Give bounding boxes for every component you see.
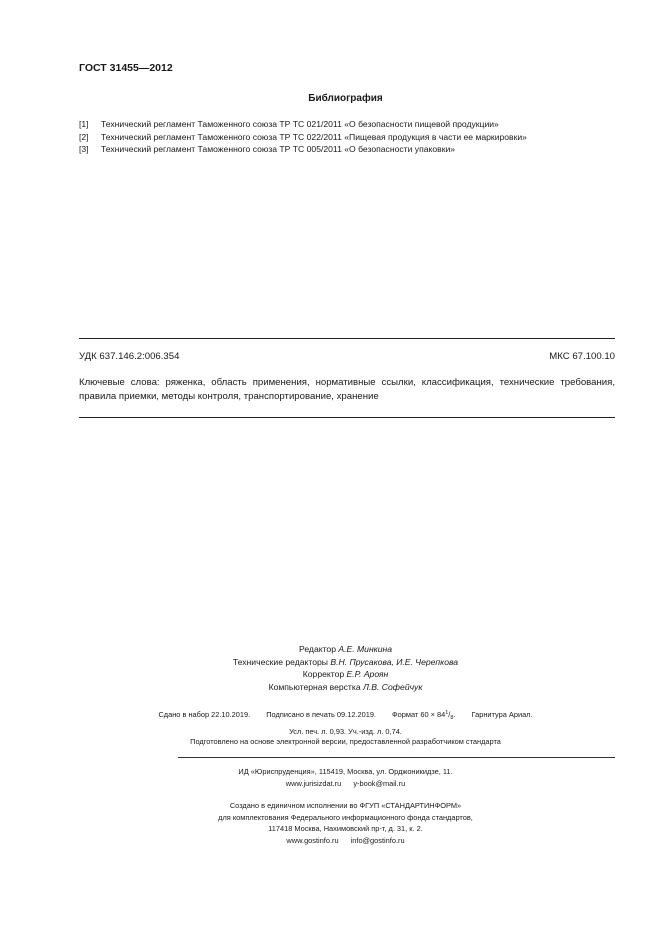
publisher-contacts: [30, 778, 661, 790]
created-line-2: для комплектования Федерального информационного фонда стандартов,: [218, 812, 473, 822]
bibliography-item-text: Технический регламент Таможенного союза ТР ТС 022/2011 «Пищевая продукция в части ее маркировки»: [101, 131, 527, 142]
bibliography-item: [79, 143, 527, 156]
bibliography-item-text: Технический регламент Таможенного союза ТР ТС 021/2011 «О безопасности пищевой продукции»: [101, 119, 499, 129]
prepared-note: Подготовлено на основе электронной версии, предоставленной разработчиком стандарта: [190, 737, 501, 746]
created-line-3: 117418 Москва, Нахимовский пр-т, д. 31, к. 2.: [268, 824, 423, 833]
corrector-line: [30, 668, 661, 681]
edit-sheets: Уч.-изд. л. 0,74.: [348, 727, 402, 736]
imprint-spacer: [30, 789, 661, 800]
layout-label: Компьютерная верстка: [268, 681, 361, 692]
imprint-rule: [178, 757, 615, 758]
layout-line: [30, 681, 661, 694]
publisher-address: ИД «Юриспруденция», 115419, Москва, ул. Орджоникидзе, 11.: [238, 767, 453, 776]
bibliography-item: [79, 118, 527, 131]
publication-info: [0, 706, 661, 739]
publisher-site-link[interactable]: www.jurisizdat.ru: [285, 778, 342, 788]
tech-editors-names: В.Н. Прусакова, И.Е. Черепкова: [330, 656, 459, 667]
keywords-paragraph: Ключевые слова: ряженка, область применения, нормативные ссылки, классификация, технические требования, правила приемки, методы контроля, транспортирование, хранение: [79, 377, 615, 402]
credits-block: [0, 643, 661, 693]
editor-label: Редактор: [298, 644, 336, 654]
editor-line: [30, 643, 661, 656]
bibliography-list: [79, 118, 527, 156]
paper-format: Формат $60 \times 84^1/_8$.: [392, 710, 456, 721]
layout-name: Л.В. Софейчук: [363, 681, 423, 692]
typeface: Гарнитура Ариал.: [471, 710, 533, 719]
created-contacts: [30, 835, 661, 847]
bibliography-item-text: Технический регламент Таможенного союза ТР ТС 005/2011 «О безопасности упаковки»: [101, 144, 456, 154]
created-line-1: Создано в единичном исполнении во ФГУП «СТАНДАРТИНФОРМ»: [229, 801, 462, 810]
gostinfo-email-link[interactable]: info@gostinfo.ru: [350, 835, 405, 845]
classification-bottom-rule: [79, 417, 615, 418]
editor-name: А.Е. Минкина: [338, 644, 393, 654]
bibliography-item: [79, 131, 527, 144]
imprint-block: [0, 766, 661, 846]
bibliography-item-number: [3]: [79, 144, 89, 154]
udk-code: УДК 637.146.2:006.354: [79, 351, 180, 362]
gostinfo-site-link[interactable]: www.gostinfo.ru: [286, 835, 339, 845]
print-sheets: Усл. печ. л. 0,93.: [289, 727, 347, 736]
publisher-email-link[interactable]: y-book@mail.ru: [353, 778, 406, 788]
standard-code-header: ГОСТ 31455—2012: [79, 62, 173, 74]
mks-code: МКС 67.100.10: [549, 351, 615, 362]
bibliography-item-number: [1]: [79, 119, 89, 129]
tech-editors-line: [30, 656, 661, 669]
bibliography-item-number: [2]: [79, 131, 89, 142]
corrector-name: Е.Р. Ароян: [346, 669, 389, 679]
signed-date: Подписано в печать 09.12.2019.: [266, 710, 376, 719]
bibliography-title: Библиография: [308, 93, 383, 104]
tech-editors-label: Технические редакторы: [232, 656, 328, 667]
submitted-date: Сдано в набор 22.10.2019.: [158, 710, 251, 719]
corrector-label: Корректор: [302, 669, 345, 679]
classification-top-rule: [79, 338, 615, 339]
publication-line-1: [30, 706, 661, 725]
